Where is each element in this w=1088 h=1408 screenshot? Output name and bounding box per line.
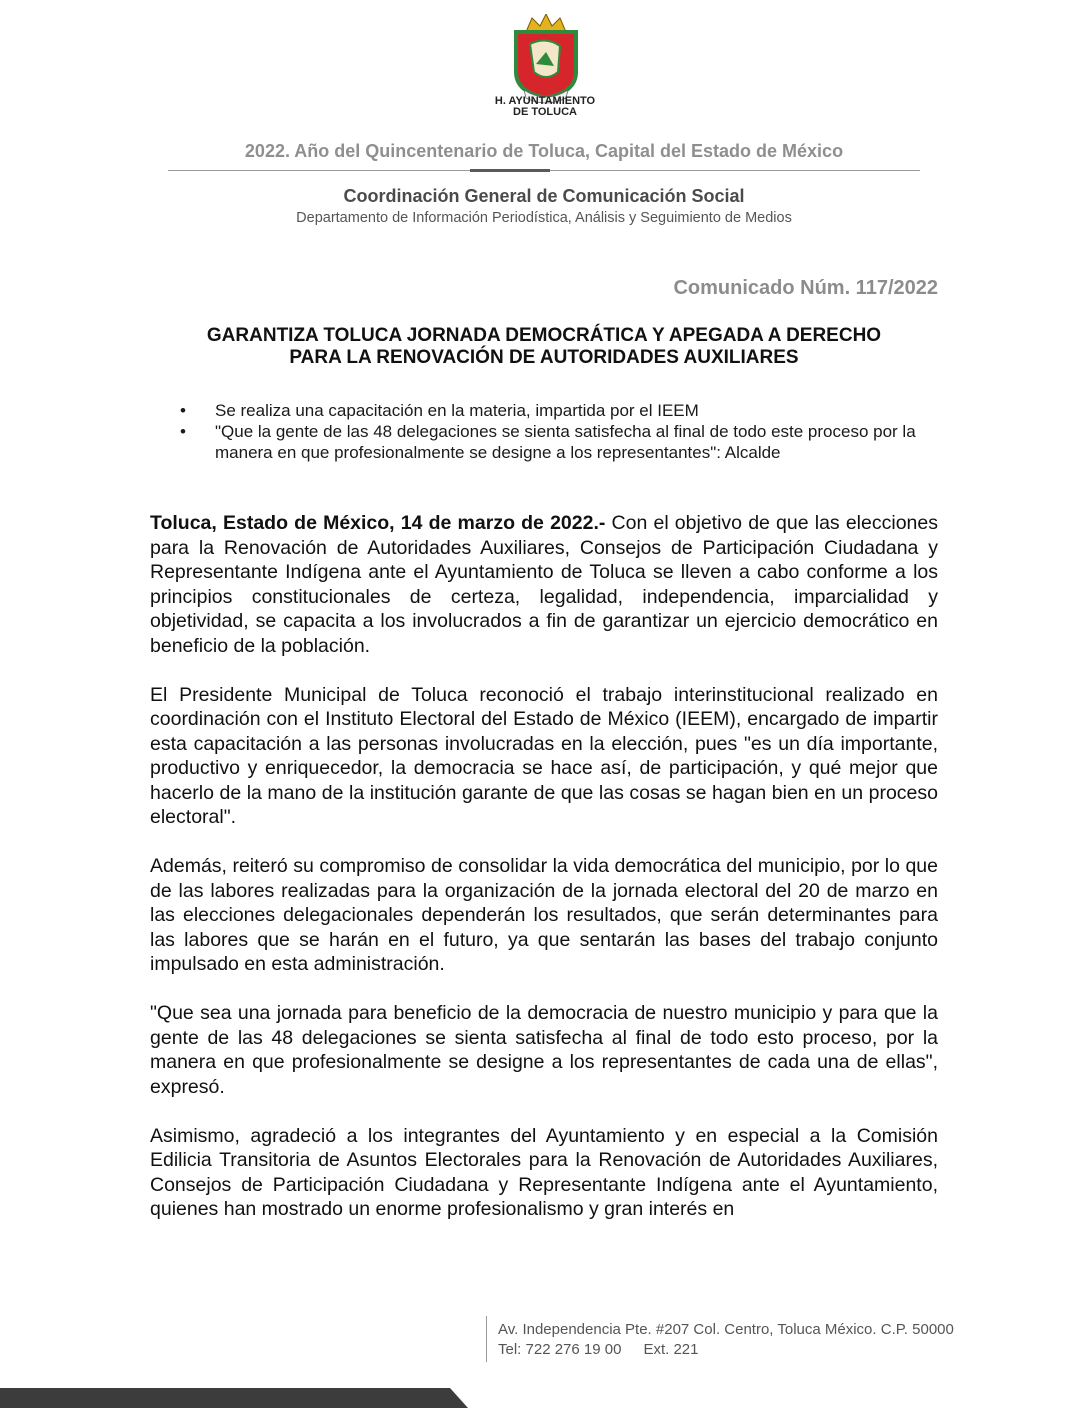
bullet-text: Se realiza una capacitación en la materia, impartida por el IEEM bbox=[215, 401, 699, 420]
logo-caption-line1: H. AYUNTAMIENTO bbox=[494, 95, 596, 107]
paragraph: Asimismo, agradeció a los integrantes del Ayuntamiento y en especial a la Comisión Edilicia Transitoria de Asuntos Electorales para la Renovación de Autoridades Auxiliares, Consejos de Participación Ciudadana y Representante Indígena ante el Ayuntamiento, quienes han mostrado un enorme profesionalismo y gran interés en bbox=[150, 1124, 938, 1220]
logo-caption bbox=[470, 96, 620, 118]
communique-number: Comunicado Núm. 117/2022 bbox=[673, 277, 938, 299]
footer-phone-line bbox=[498, 1340, 954, 1360]
coordination-title: Coordinación General de Comunicación Social bbox=[343, 186, 745, 206]
headline bbox=[150, 325, 938, 369]
header-divider-accent bbox=[470, 169, 550, 172]
bullet-item bbox=[150, 400, 930, 421]
bullet-icon: • bbox=[180, 401, 186, 420]
headline-line-2: PARA LA RENOVACIÓN DE AUTORIDADES AUXILIARES bbox=[289, 347, 799, 368]
year-banner: 2022. Año del Quincentenario de Toluca, Capital del Estado de México bbox=[244, 141, 844, 161]
paragraph bbox=[150, 511, 938, 658]
bullet-item bbox=[150, 421, 930, 463]
footer-phone: Tel: 722 276 19 00 bbox=[498, 1341, 622, 1358]
footer-address: Av. Independencia Pte. #207 Col. Centro, Toluca México. C.P. 50000 bbox=[498, 1321, 954, 1338]
footer-divider bbox=[486, 1316, 487, 1362]
coordination-subtitle: Departamento de Información Periodística, Análisis y Seguimiento de Medios bbox=[296, 210, 792, 226]
footer-address-block bbox=[498, 1320, 954, 1360]
paragraph: Además, reiteró su compromiso de consolidar la vida democrática del municipio, por lo que de las labores realizadas para la organización de la jornada electoral del 20 de marzo en las elecciones delegacionales dependerán los resultados, que serán determinantes para las labores que se harán en el futuro, ya que sentarán las bases del trabajo conjunto impulsado en esta administración. bbox=[150, 855, 938, 975]
bullet-icon: • bbox=[180, 422, 186, 441]
footer-bar bbox=[0, 1388, 1088, 1408]
paragraph: "Que sea una jornada para beneficio de la democracia de nuestro municipio y para que la gente de las 48 delegaciones se sienta satisfecha al final de todo esto proceso, por la manera en que profesionalmente se designe a los representantes de cada una de ellas", expresó. bbox=[150, 1002, 938, 1098]
headline-line-1: GARANTIZA TOLUCA JORNADA DEMOCRÁTICA Y APEGADA A DERECHO bbox=[206, 325, 882, 346]
article-body bbox=[150, 511, 938, 1246]
logo-caption-line2: DE TOLUCA bbox=[513, 106, 577, 118]
summary-bullets bbox=[150, 400, 930, 463]
paragraph: El Presidente Municipal de Toluca reconoció el trabajo interinstitucional realizado en coordinación con el Instituto Electoral del Estado de México (IEEM), encargado de impartir esta capacitación a las personas involucradas en la elección, pues "es un día importante, productivo y enriquecedor, la democracia se hace así, de participación, y qué mejor que hacerlo de la mano de la institución garante de que las cosas se hagan bien en un proceso electoral". bbox=[150, 683, 938, 828]
paragraph-text: Con el objetivo de que las elecciones para la Renovación de Autoridades Auxiliares, Consejos de Participación Ciudadana y Representante Indígena ante el Ayuntamiento de Toluca se lleven a cabo conforme a los principios constitucionales de certeza, legalidad, independencia, imparcialidad y objetividad, se capacita a los involucrados a fin de garantizar un ejercicio democrático en beneficio de la población. bbox=[150, 512, 938, 657]
dateline: Toluca, Estado de México, 14 de marzo de 2022.- bbox=[150, 512, 606, 534]
footer-extension: Ext. 221 bbox=[643, 1341, 699, 1358]
bullet-text: "Que la gente de las 48 delegaciones se sienta satisfecha al final de todo este proceso por la manera en que profesionalmente se designe a los representantes": Alcalde bbox=[215, 422, 916, 462]
